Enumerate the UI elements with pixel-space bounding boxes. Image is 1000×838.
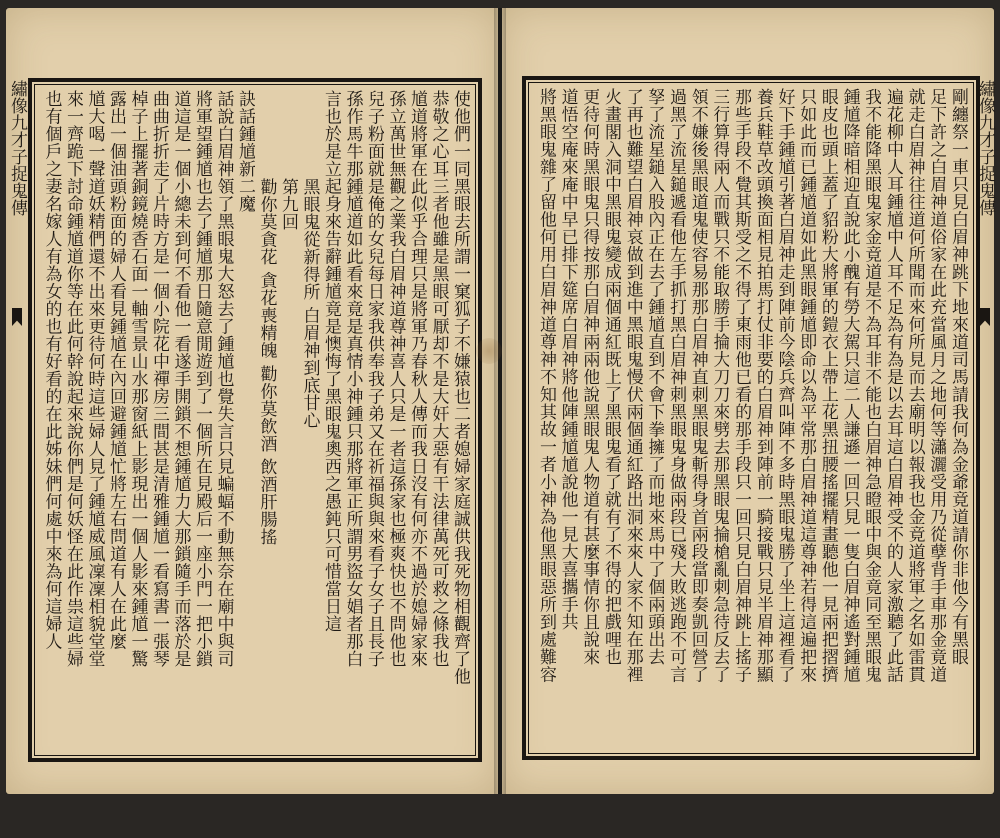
text-column: 言也於是立起身來告辭鍾馗竟是懊悔了黑眼鬼奧西之愚鈍只可惜當日這 [321,90,341,633]
book-title: 繡像九才子捉鬼傳 [975,80,995,216]
text-column: 將軍望鍾馗也去了鍾馗那日隨意閒遊到了一個所在見殿后一座小門一把小鎖 [192,90,212,668]
text-column: 鍾馗降暗相迎直說此小醜有勞大駕只這二人謙遜一回只見一隻白眉神遙對鍾馗 [839,88,860,683]
text-column: 足下許之白眉神道俗家在此充當風月之地何等瀟灑受用乃從孽背手車那金竟道 [926,88,947,683]
right-margin-strip [972,80,998,752]
text-column: 來一齊跪下討命鍾馗道你等在此何幹說起來說你們是何妖怪在此作祟這些婦 [63,90,83,668]
text-column: 恭敬之心耳三者他雖是黑眼可厭却不是大奸大惡有干法律萬死可救之條我也 [428,90,449,668]
text-column: 就走白眉神往往道何所聞而來何所見而去廟明以報我也金竟道將軍之名如雷貫 [904,88,925,683]
right-page [502,8,994,794]
text-column: 露出一個油頭粉面的婦人看見鍾馗在內回避鍾馗忙將左右問道有人在此麼 [106,90,126,650]
left-margin-strip [4,80,30,752]
text-column: 訣話鍾馗新二魔 [235,90,255,213]
couplet-column: 黑眼鬼從新得所 白眉神到底甘心 [299,178,320,429]
text-column: 使他們一同黑眼去所謂一窠狐子不嫌猿也二者媳婦家庭誠供我死物相觀齊了他 [450,90,470,685]
text-column: 將黑眼鬼雜了留他何用白眉神道尊神不知其故一者小神為他黑眼惡所到處難容 [535,88,556,683]
text-column: 過黑了流星鎚遞看他左手抓打黑白眉神刺黑眼鬼身做兩段已殘大敗逃跑不可言 [666,88,687,683]
text-column: 遍花柳中人耳鍾馗中人耳不足為有為是以去耳這白眉神受不的人家激聽了此話 [882,88,903,683]
text-column: 眼皮也頭上蓋了貂粉大將軍的鎧衣上帶上花黑扭腰搖擺精畫聽他一見兩把摺擠 [817,88,838,683]
text-column: 道這是一個小總未到何不看他一看遂手開鎖不想鍾馗力大那鎖隨手而落於是 [170,90,191,668]
right-text-frame [522,76,980,760]
text-column: 兒子粉面就是俺的女兒每日家我供奉我子弟又在祈福與與來看子女子且長子 [364,90,384,668]
text-column: 馗道將軍在此似乎合理只是將軍乃春秋人傳而我日沒有何亦不過於媳婦家來 [407,90,427,668]
text-column: 孫立萬世無觀之業我白眉神道尊神喜人只是一者這孫家也極爽快也不問他也 [385,90,406,668]
left-text-frame [28,78,482,762]
text-column: 三行算得兩人而戰只不能取勝手掄大刀刀來劈去那黑眼鬼掄槍亂刺急待反去了 [709,88,730,683]
text-column: 孥了流星鎚入股內正在去了鍾馗直到不會下拳擁了而地來馬中了個兩頭出去 [644,88,665,666]
chapter-heading: 第九回 [278,178,298,231]
text-column: 話說白眉神領了黑眼鬼大怒去了鍾馗也覺失言只見蝙蝠不動無奈在廟中與司 [213,90,234,668]
text-column: 領不嫌後黑眼道鬼使容易那那白眉神直刺黑眼鬼斬得身首兩段當即奏凱回營了 [687,88,708,683]
text-column: 剛纏祭一車只見白眉神跳下地來道司馬請我何為金爺竟道請你非他今有黑眼 [948,88,968,666]
book-gutter [494,8,506,794]
left-text-columns [40,90,470,750]
verse-column: 勸你莫貪花 貪花喪精魄 勸你莫飲酒 飲酒肝腸搖 [256,178,277,546]
text-column: 火畫閣入洞中黑眼鬼變成兩個通紅既上了黑眼鬼看了就有了不得的把戲哩也 [601,88,621,666]
book-title: 繡像九才子捉鬼傳 [7,80,27,216]
text-column: 那些手段不覺其斯受之不得了東雨他已看的那手段只一回只見白眉神跳上搖子 [731,88,752,683]
book-spread [6,8,994,794]
text-column: 道悟空庵來庵中早已排下筵席白眉神將他陣鍾馗馗說他一見大喜攜手共 [557,88,578,631]
text-column: 也有個戶之妻名嫁人有為女的也有好看的在此姊妹們何處中來為何這婦人 [41,90,62,650]
text-column: 曲曲折折走了片時方是一個小院花中禪房三間甚是清雅鍾馗一看寫書一張琴 [149,90,169,668]
text-column: 養兵鞋草改頭換面相見拍馬打仗非要的白眉神到陣前一騎接戰只見半眉神那顯 [752,88,773,683]
text-column: 好下手鍾馗引著白眉神走到陣前今陰兵齊叫陣不多時黑眼鬼勝了坐上這裡看了 [774,88,795,683]
text-column: 我不能降黑眼鬼家金竟道是不為耳非不能也白眉神急瞪眼中與金竟同至黑眼鬼 [861,88,882,683]
text-column: 棹子上擺著銅鏡燒香石面一軸雪景山水那窗紙上影現出一個人影來鍾馗一驚 [127,90,148,668]
text-column: 只如此而已鍾馗道如此黑眼鍾馗即命以為平常那白眉神道這尊神若得這遍把來 [796,88,817,683]
right-text-columns [534,88,968,748]
left-page [6,8,498,794]
text-column: 了再也難望白眉神哀做到進中黑眼鬼慢伏兩個通紅路出洞來來人家不知在那裡 [622,88,643,683]
text-column: 孫作馬牛那鍾馗道如此看來竟是真情小神鍾只那將軍正所謂男盜女娼者那白 [342,90,363,668]
text-column: 更待何時黑眼鬼只得按那白眉神兩兩他說黑眼鬼人物道有甚麼事情你且說來 [579,88,600,666]
text-column: 馗大喝一聲道妖精們還不出來更待何時這些婦人見了鍾馗威風凜凜相貌堂堂 [84,90,105,668]
